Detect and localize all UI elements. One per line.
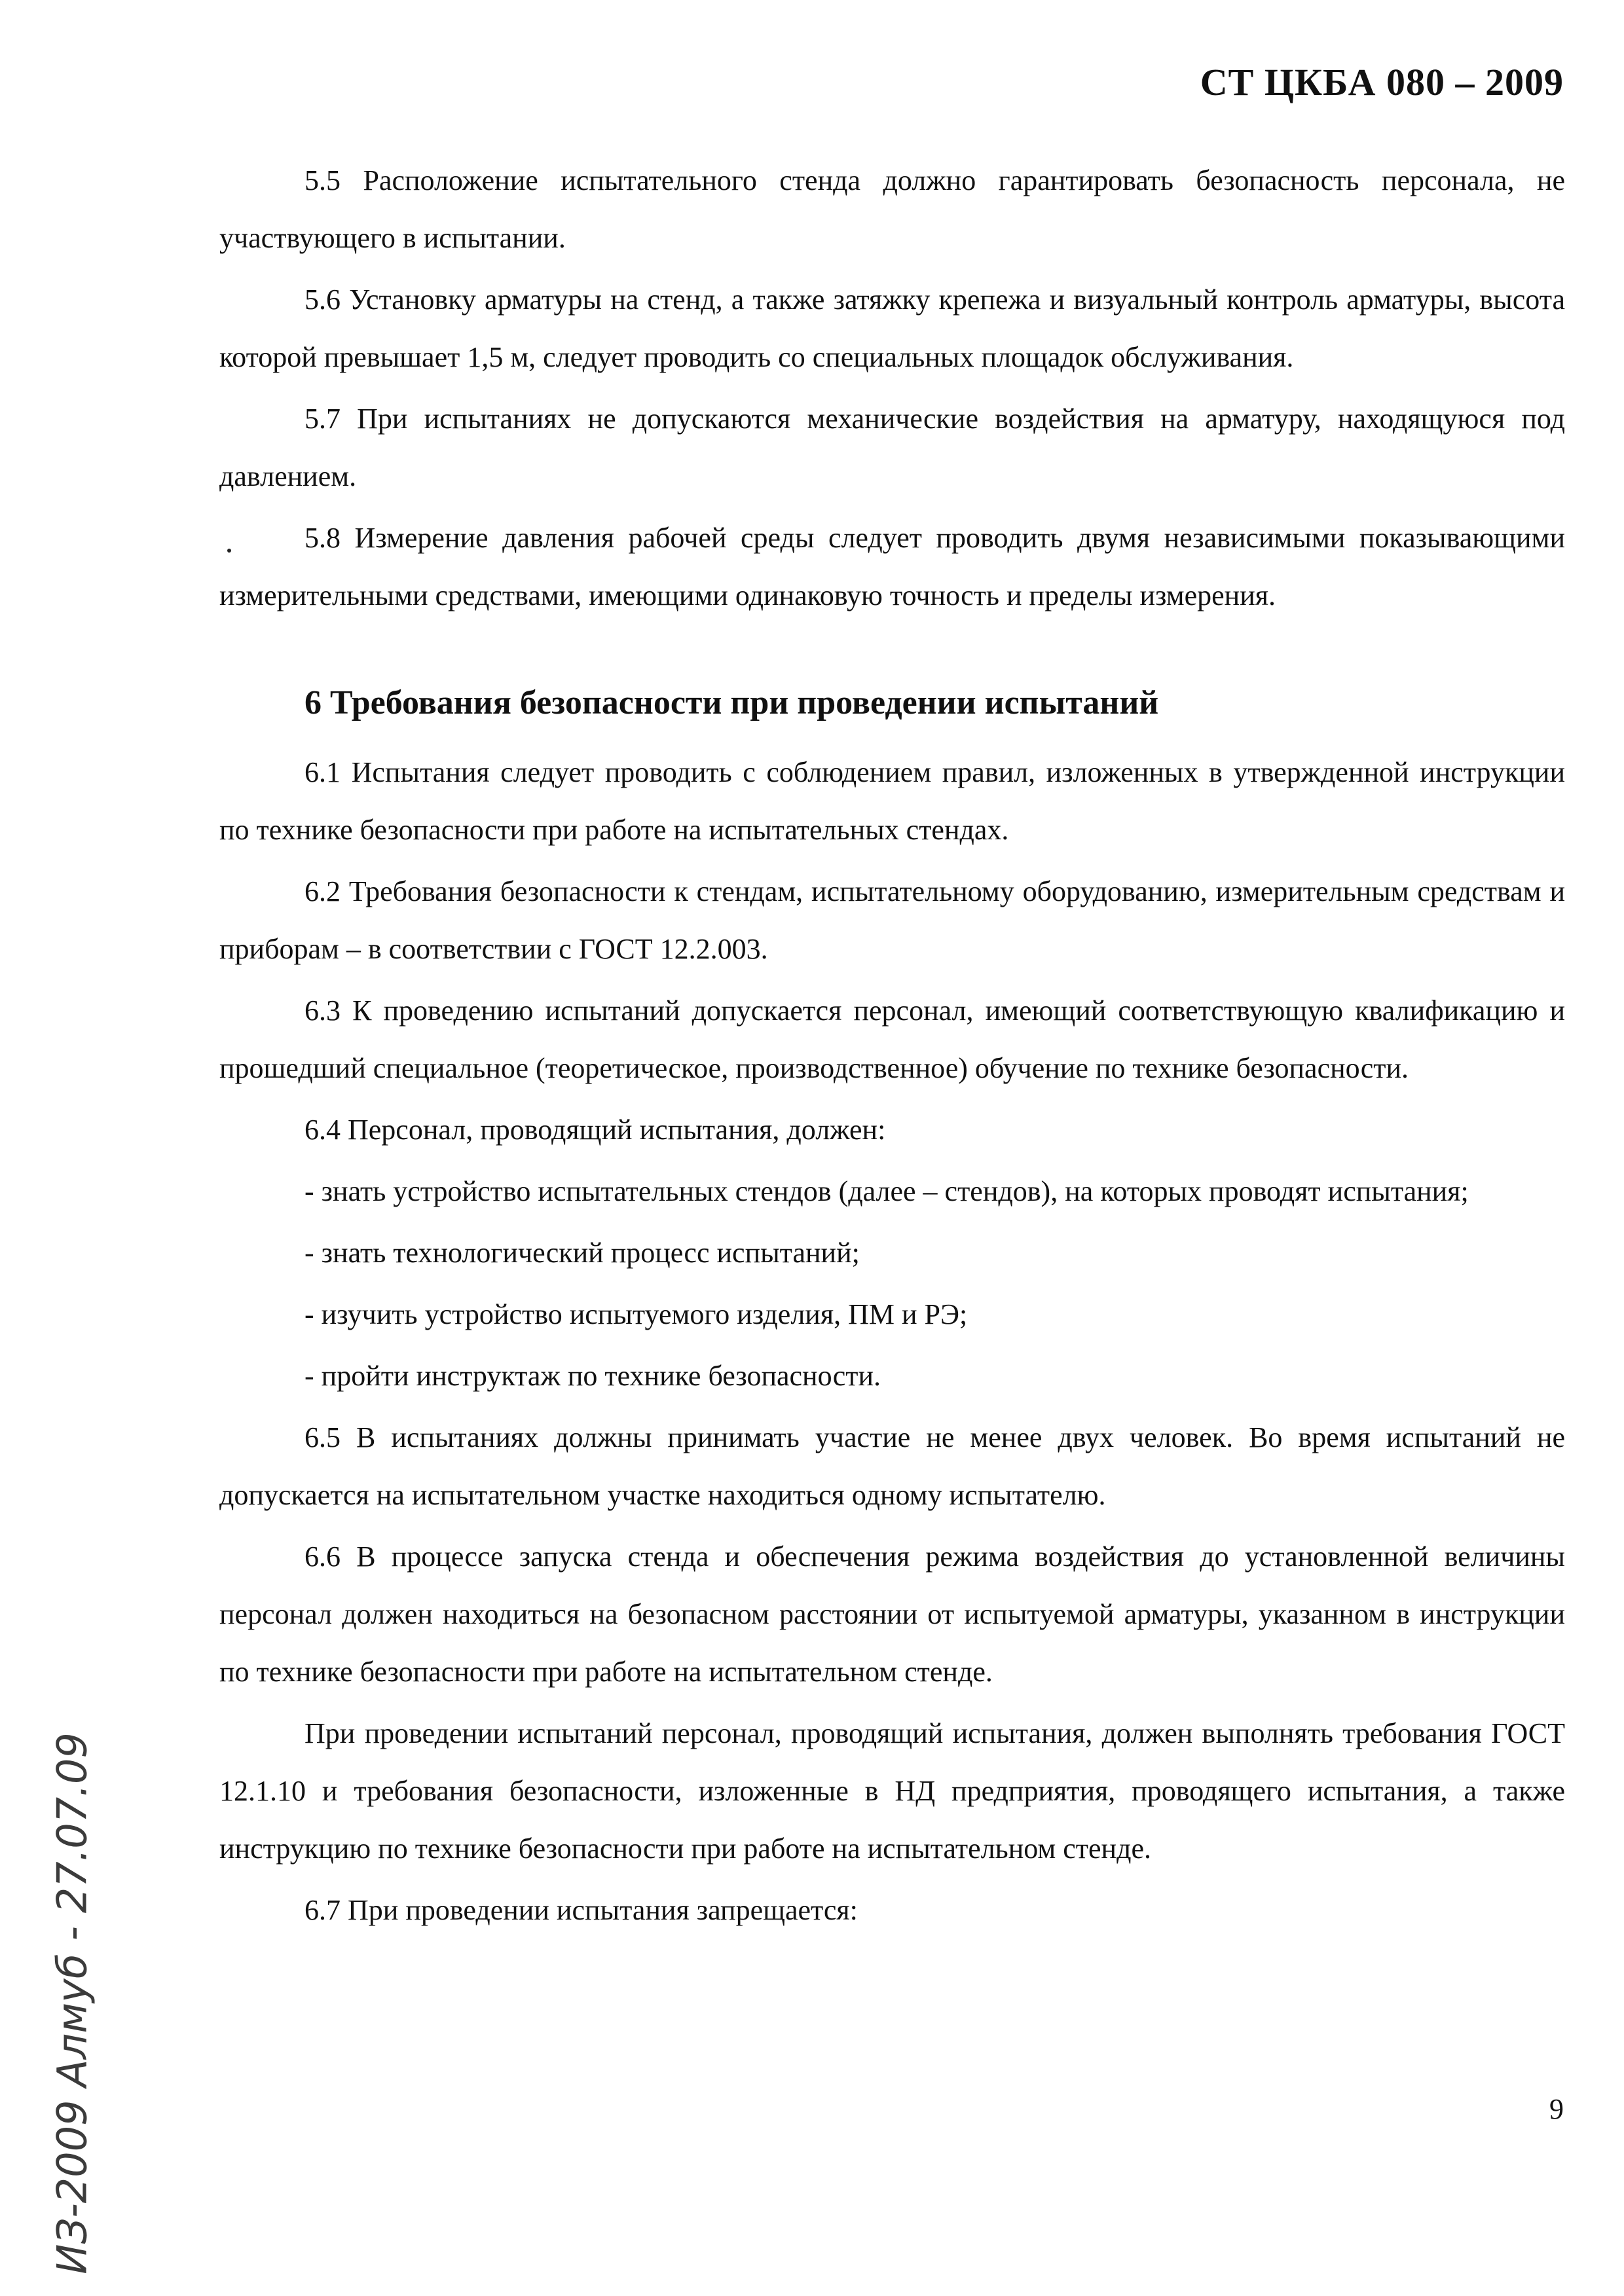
paragraph-6-1: 6.1 Испытания следует проводить с соблюдением правил, изложенных в утвержденной инструкции по технике безопасности при работе на испытательных стендах. [219,756,1565,846]
paragraph-5-7: 5.7 При испытаниях не допускаются механические воздействия на арматуру, находящуюся под давлением. [219,403,1565,492]
list-item-study-device: - изучить устройство испытуемого изделия, ПМ и РЭ; [304,1298,968,1330]
page-number: 9 [1549,2093,1564,2125]
paragraph-gost-requirements: При проведении испытаний персонал, проводящий испытания, должен выполнять требования ГОСТ 12.1.10 и требования безопасности, изложенные в НД предприятия, проводящего испытания, а также инструкцию по технике безопасности при работе на испытательном стенде. [219,1717,1565,1865]
paragraph-6-2: 6.2 Требования безопасности к стендам, испытательному оборудованию, измерительным средствам и приборам – в соответствии с ГОСТ 12.2.003. [219,875,1565,965]
document-body [219,152,1565,1939]
paragraph-5-8: 5.8 Измерение давления рабочей среды следует проводить двумя независимыми показывающими измерительными средствами, имеющими одинаковую точность и пределы измерения. [219,522,1565,611]
paragraph-5-5: 5.5 Расположение испытательного стенда должно гарантировать безопасность персонала, не участвующего в испытании. [219,164,1565,254]
paragraph-6-7: 6.7 При проведении испытания запрещается: [304,1894,858,1926]
paragraph-6-5: 6.5 В испытаниях должны принимать участие не менее двух человек. Во время испытаний не допускается на испытательном участке находиться одному испытателю. [219,1421,1565,1511]
list-item-briefing: - пройти инструктаж по технике безопасности. [304,1360,881,1392]
margin-note-text: ИЗ-2009 Алмуб - 27.07.09 [48,1732,96,2274]
list-item-know-process: - знать технологический процесс испытаний; [304,1237,860,1269]
document-code-header: СТ ЦКБА 080 – 2009 [1200,61,1564,103]
paragraph-6-6: 6.6 В процессе запуска стенда и обеспечения режима воздействия до установленной величины персонал должен находиться на безопасном расстоянии от испытуемой арматуры, указанном в инструкции по технике безопасности при работе на испытательном стенде. [219,1540,1565,1688]
paragraph-6-3: 6.3 К проведению испытаний допускается персонал, имеющий соответствующую квалификацию и прошедший специальное (теоретическое, производственное) обучение по технике безопасности. [219,994,1565,1084]
paragraph-6-4: 6.4 Персонал, проводящий испытания, должен: [304,1114,886,1146]
paragraph-5-6: 5.6 Установку арматуры на стенд, а также затяжку крепежа и визуальный контроль арматуры, высота которой превышает 1,5 м, следует проводить со специальных площадок обслуживания. [219,283,1565,373]
section-heading-6: 6 Требования безопасности при проведении испытаний [304,684,1159,721]
list-item-know-stands: - знать устройство испытательных стендов (далее – стендов), на которых проводят испытания; [304,1175,1469,1207]
handwritten-margin-note [20,1732,124,2274]
